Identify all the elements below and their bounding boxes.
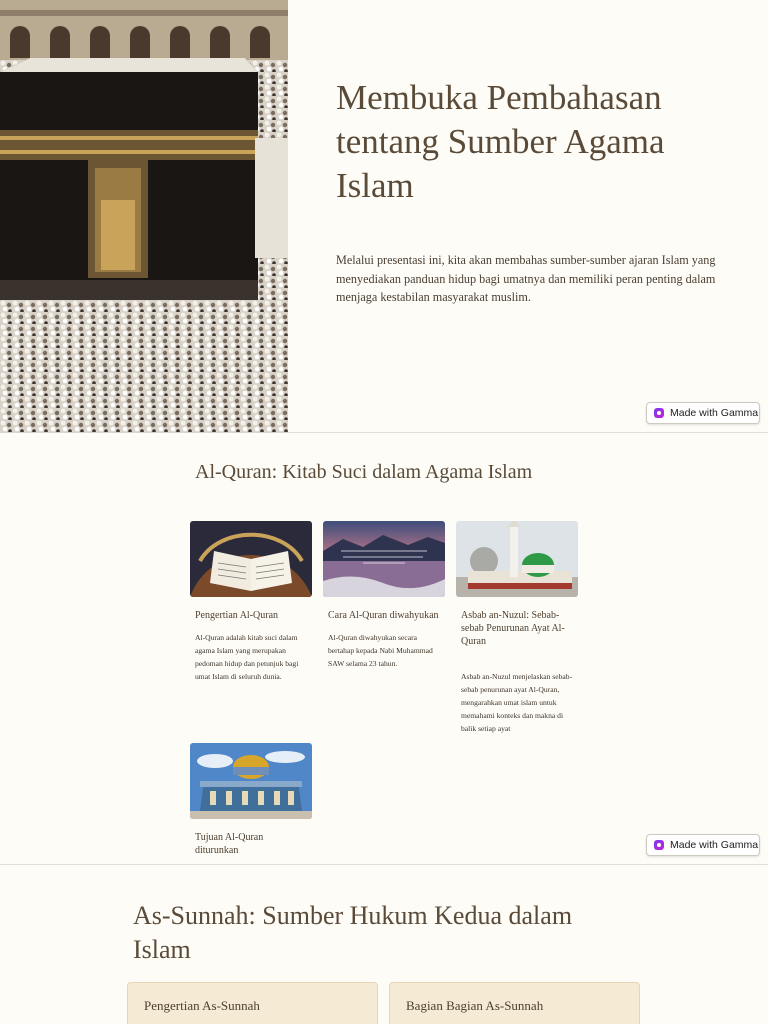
- card-tujuan-al-quran: [190, 743, 312, 857]
- gamma-logo-icon: [654, 840, 664, 850]
- kaaba-photo: [0, 0, 288, 433]
- box-pengertian-as-sunnah: [127, 982, 378, 1024]
- card-pengertian-al-quran: [190, 521, 312, 683]
- card-cara-diwahyukan: [323, 521, 445, 670]
- made-with-gamma-badge[interactable]: [646, 834, 760, 856]
- card-body: Al-Quran diwahyukan secara bertahap kepada Nabi Muhammad SAW selama 23 tahun.: [328, 633, 433, 668]
- dome-of-rock-photo: [190, 743, 312, 819]
- green-dome-mosque-photo: [456, 521, 578, 597]
- card-title: Pengertian Al-Quran: [195, 610, 279, 621]
- open-quran-photo: [190, 521, 312, 597]
- made-with-gamma-badge[interactable]: [646, 402, 760, 424]
- badge-label: Made with Gamma: [670, 407, 759, 419]
- gamma-logo-icon: [654, 408, 664, 418]
- card-asbab-an-nuzul: [456, 521, 578, 735]
- box-bagian-as-sunnah: [389, 982, 640, 1024]
- slide-al-quran: [0, 433, 768, 865]
- slide-title: Al-Quran: Kitab Suci dalam Agama Islam: [195, 461, 533, 483]
- slide-as-sunnah: [0, 865, 768, 1024]
- box-label: Pengertian As-Sunnah: [144, 998, 260, 1013]
- card-title: Asbab an-Nuzul: Sebab-sebab Penurunan Ayat Al-Quran: [461, 610, 565, 647]
- calligraphy-lake-photo: [323, 521, 445, 597]
- card-body: Asbab an-Nuzul menjelaskan sebab-sebab penurunan ayat Al-Quran, mengarahkan umat islam untuk memahami konteks dan makna di balik setiap ayat: [461, 672, 573, 733]
- card-title: Cara Al-Quran diwahyukan: [328, 610, 439, 621]
- slide-intro: [0, 0, 768, 433]
- box-label: Bagian Bagian As-Sunnah: [406, 998, 544, 1013]
- slide-intro-text: Melalui presentasi ini, kita akan membahas sumber-sumber ajaran Islam yang menyediakan panduan hidup bagi umatnya dan memiliki peran penting dalam menjaga kestabilan masyarakat muslim.: [336, 253, 716, 305]
- card-title: Tujuan Al-Quran diturunkan: [195, 832, 264, 856]
- slide-title: As-Sunnah: Sumber Hukum Kedua dalam Islam: [133, 901, 573, 964]
- slide-title: Membuka Pembahasan tentang Sumber Agama Islam: [336, 78, 665, 205]
- badge-label: Made with Gamma: [670, 839, 759, 851]
- card-body: Al-Quran adalah kitab suci dalam agama Islam yang merupakan pedoman hidup dan petunjuk bagi umat Islam di seluruh dunia.: [195, 633, 299, 681]
